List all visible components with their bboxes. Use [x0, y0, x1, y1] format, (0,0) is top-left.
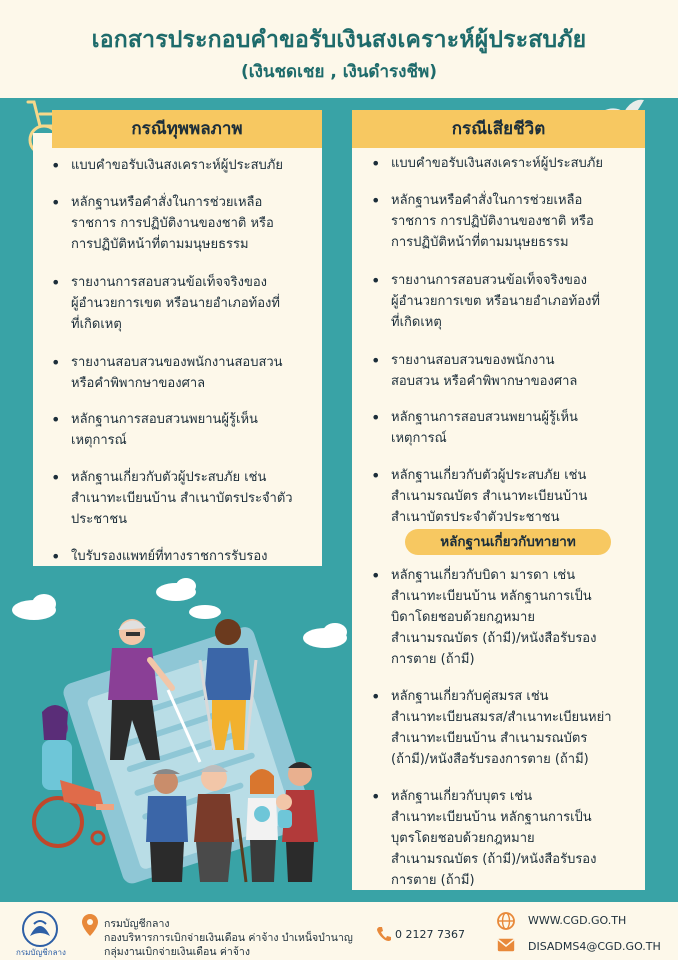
disability-document-list [45, 155, 313, 567]
document-item: • หลักฐานการสอบสวนพยานผู้รู้เห็น เหตุการณ์ [365, 407, 640, 449]
location-pin-icon [82, 914, 98, 936]
document-item: • แบบคำขอรับเงินสงเคราะห์ผู้ประสบภัย [45, 155, 313, 176]
organization-line: กรมบัญชีกลาง [104, 918, 170, 930]
cgd-logo-icon [18, 910, 62, 948]
document-item: • หลักฐานเกี่ยวกับตัวผู้ประสบภัย เช่น สำเนาทะเบียนบ้าน สำเนาบัตรประจำตัว ประชาชน [45, 467, 313, 530]
document-item: • รายงานสอบสวนของพนักงาน สอบสวน หรือคำพิพากษาของศาล [365, 350, 640, 392]
document-item: • รายงานการสอบสวนข้อเท็จจริงของ ผู้อำนวยการเขต หรือนายอำเภอท้องที่ ที่เกิดเหตุ [365, 270, 640, 333]
document-item: • หลักฐานหรือคำสั่งในการช่วยเหลือ ราชการ การปฏิบัติงานของชาติ หรือ การปฏิบัติหน้าที่ตามมนุษยธรรม [365, 190, 640, 253]
document-item: • หลักฐานหรือคำสั่งในการช่วยเหลือ ราชการ การปฏิบัติงานของชาติ หรือ การปฏิบัติหน้าที่ตามมนุษยธรรม [45, 192, 313, 255]
organization-line: กองบริหารการเบิกจ่ายเงินเดือน ค่าจ้าง บำเหน็จบำนาญ [104, 932, 353, 944]
footer [0, 902, 678, 960]
logo-caption: กรมบัญชีกลาง [16, 948, 66, 957]
website-link[interactable]: WWW.CGD.GO.TH [528, 914, 627, 927]
death-heading: กรณีเสียชีวิต [352, 110, 645, 148]
document-item: • รายงานการสอบสวนข้อเท็จจริงของ ผู้อำนวยการเขต หรือนายอำเภอท้องที่ ที่เกิดเหตุ [45, 272, 313, 335]
document-item: • หลักฐานเกี่ยวกับบิดา มารดา เช่น สำเนาทะเบียนบ้าน หลักฐานการเป็น บิดาโดยชอบด้วยกฎหมาย สำเนามรณบัตร (ถ้ามี)/หนังสือรับรอง การตาย (ถ้ามี) [365, 565, 640, 670]
mail-icon [497, 938, 515, 952]
phone-icon [377, 926, 391, 942]
heirs-document-list [365, 565, 640, 891]
document-item: • หลักฐานเกี่ยวกับบุตร เช่น สำเนาทะเบียนบ้าน หลักฐานการเป็น บุตรโดยชอบด้วยกฎหมาย สำเนามรณบัตร (ถ้ามี)/หนังสือรับรอง การตาย (ถ้ามี) [365, 786, 640, 891]
document-item: • หลักฐานเกี่ยวกับคู่สมรส เช่น สำเนาทะเบียนสมรส/สำเนาทะเบียนหย่า สำเนาทะเบียนบ้าน สำเนามรณบัตร (ถ้ามี)/หนังสือรับรองการตาย (ถ้ามี) [365, 686, 640, 770]
document-item: • ใบรับรองแพทย์ที่ทางราชการรับรอง [45, 546, 313, 567]
heirs-heading: หลักฐานเกี่ยวกับทายาท [405, 529, 611, 555]
document-item: • หลักฐานเกี่ยวกับตัวผู้ประสบภัย เช่น สำเนามรณบัตร สำเนาทะเบียนบ้าน สำเนาบัตรประจำตัวประชาชน [365, 465, 640, 528]
header [0, 0, 678, 98]
page-title: เอกสารประกอบคำขอรับเงินสงเคราะห์ผู้ประสบภัย [91, 27, 587, 53]
disability-heading: กรณีทุพพลภาพ [52, 110, 322, 148]
organization-line: กลุ่มงานเบิกจ่ายเงินเดือน ค่าจ้าง [104, 946, 250, 958]
phone-number: 0 2127 7367 [395, 928, 465, 941]
document-item: • หลักฐานการสอบสวนพยานผู้รู้เห็น เหตุการณ์ [45, 409, 313, 451]
globe-icon [497, 912, 515, 930]
death-document-list [365, 153, 640, 528]
page-subtitle: (เงินชดเชย , เงินดำรงชีพ) [241, 62, 437, 82]
people-illustration [0, 570, 352, 900]
document-item: • รายงานสอบสวนของพนักงานสอบสวน หรือคำพิพากษาของศาล [45, 352, 313, 394]
email-link[interactable]: DISADMS4@CGD.GO.TH [528, 940, 661, 953]
document-item: • แบบคำขอรับเงินสงเคราะห์ผู้ประสบภัย [365, 153, 640, 174]
